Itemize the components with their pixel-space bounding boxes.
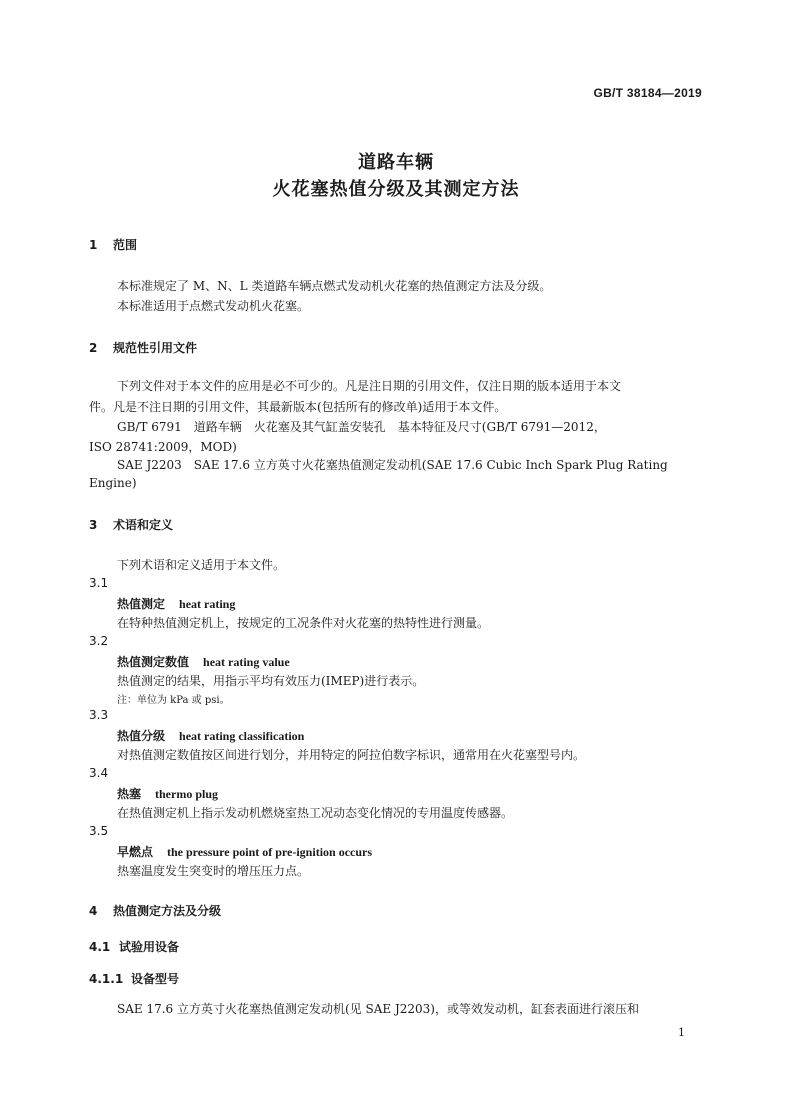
section-2-heading bbox=[89, 339, 197, 356]
normative-reference: SAE J2203 SAE 17.6 立方英寸火花塞热值测定发动机(SAE 17.6 Cubic Inch Spark Plug Rating bbox=[117, 458, 668, 472]
page-number: 1 bbox=[678, 1026, 685, 1039]
document-title-line1: 道路车辆 bbox=[358, 152, 434, 173]
paragraph: SAE 17.6 立方英寸火花塞热值测定发动机(见 SAE J2203)，或等效发动机，缸套表面进行滚压和 bbox=[117, 1002, 639, 1016]
term-en: heat rating classification bbox=[179, 729, 305, 743]
term-entry bbox=[117, 595, 235, 612]
section-number: 2 bbox=[89, 341, 98, 355]
subsection-4-1-1-heading bbox=[89, 970, 179, 987]
section-number: 4.1.1 bbox=[89, 972, 124, 986]
section-title: 试验用设备 bbox=[119, 940, 180, 954]
section-number: 4.1 bbox=[89, 940, 111, 954]
term-note: 注：单位为 kPa 或 psi。 bbox=[117, 695, 230, 706]
term-definition: 热值测定的结果，用指示平均有效压力(IMEP)进行表示。 bbox=[117, 674, 425, 688]
section-title: 范围 bbox=[113, 238, 138, 252]
term-zh: 热值分级 bbox=[117, 729, 166, 743]
section-1-heading bbox=[89, 236, 137, 253]
term-en: heat rating bbox=[179, 597, 236, 611]
clause-number: 3.2 bbox=[89, 634, 109, 648]
term-definition: 在特种热值测定机上，按规定的工况条件对火花塞的热特性进行测量。 bbox=[117, 616, 490, 630]
term-zh: 热值测定 bbox=[117, 597, 166, 611]
term-en: heat rating value bbox=[203, 655, 290, 669]
standard-number: GB/T 38184—2019 bbox=[593, 86, 702, 100]
term-entry bbox=[117, 843, 372, 860]
section-number: 1 bbox=[89, 238, 98, 252]
term-entry bbox=[117, 653, 290, 670]
paragraph: 本标准适用于点燃式发动机火花塞。 bbox=[117, 299, 310, 313]
section-title: 术语和定义 bbox=[113, 518, 174, 532]
section-title: 规范性引用文件 bbox=[113, 341, 198, 355]
paragraph: 下列术语和定义适用于本文件。 bbox=[117, 558, 286, 572]
section-number: 3 bbox=[89, 518, 98, 532]
clause-number: 3.4 bbox=[89, 766, 109, 780]
term-entry bbox=[117, 727, 304, 744]
term-definition: 对热值测定数值按区间进行划分，并用特定的阿拉伯数字标识，通常用在火花塞型号内。 bbox=[117, 748, 586, 762]
term-definition: 在热值测定机上指示发动机燃烧室热工况动态变化情况的专用温度传感器。 bbox=[117, 806, 514, 820]
paragraph: 下列文件对于本文件的应用是必不可少的。凡是注日期的引用文件，仅注日期的版本适用于本文 bbox=[117, 379, 622, 393]
term-zh: 热塞 bbox=[117, 787, 142, 801]
clause-number: 3.3 bbox=[89, 708, 109, 722]
paragraph-continuation: 件。凡是不注日期的引用文件，其最新版本(包括所有的修改单)适用于本文件。 bbox=[89, 400, 507, 414]
paragraph: 本标准规定了 M、N、L 类道路车辆点燃式发动机火花塞的热值测定方法及分级。 bbox=[117, 279, 552, 293]
section-3-heading bbox=[89, 516, 173, 533]
clause-number: 3.1 bbox=[89, 576, 109, 590]
term-definition: 热塞温度发生突变时的增压压力点。 bbox=[117, 864, 310, 878]
subsection-4-1-heading bbox=[89, 938, 179, 955]
section-title: 设备型号 bbox=[131, 972, 180, 986]
document-title-line2: 火花塞热值分级及其测定方法 bbox=[272, 179, 520, 200]
term-en: thermo plug bbox=[155, 787, 219, 801]
normative-reference-continuation: ISO 28741:2009，MOD) bbox=[89, 440, 237, 454]
term-zh: 早燃点 bbox=[117, 845, 154, 859]
normative-reference-continuation: Engine) bbox=[89, 476, 137, 490]
normative-reference: GB/T 6791 道路车辆 火花塞及其气缸盖安装孔 基本特征及尺寸(GB/T 6791—2012， bbox=[117, 420, 606, 434]
section-number: 4 bbox=[89, 904, 98, 918]
term-entry bbox=[117, 785, 218, 802]
section-title: 热值测定方法及分级 bbox=[113, 904, 222, 918]
term-zh: 热值测定数值 bbox=[117, 655, 190, 669]
clause-number: 3.5 bbox=[89, 824, 109, 838]
term-en: the pressure point of pre-ignition occurs bbox=[167, 845, 373, 859]
section-4-heading bbox=[89, 902, 221, 919]
